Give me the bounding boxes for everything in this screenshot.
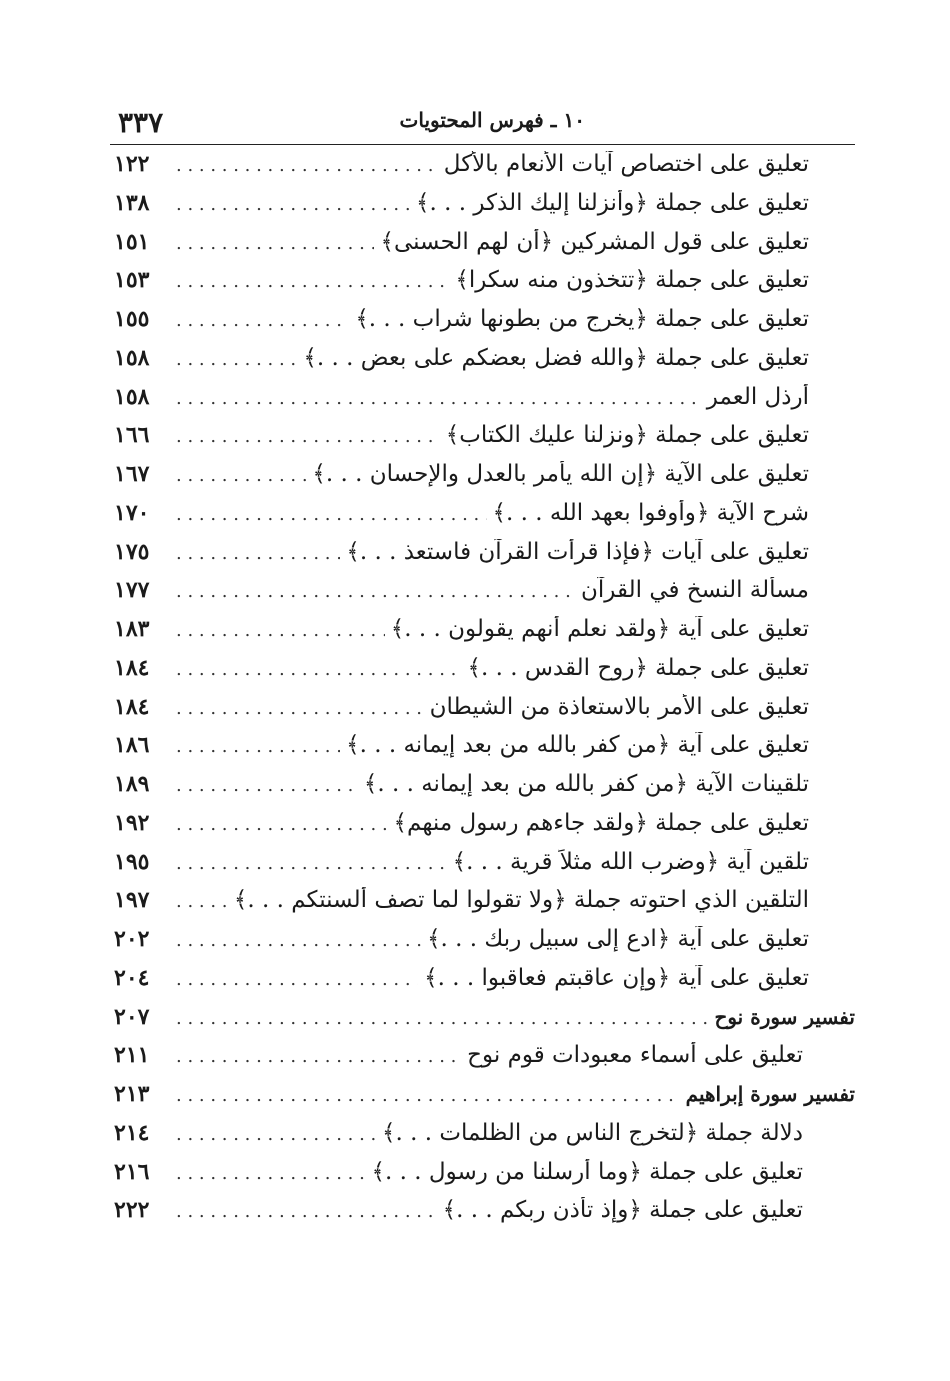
page-number: ٣٣٧ (118, 106, 164, 139)
toc-dot-leader (176, 853, 447, 874)
toc-entry-title: تعليق على الأمر بالاستعاذة من الشيطان (429, 693, 809, 720)
toc-entry-title: التلقين الذي احتوته جملة ﴿ولا تقولوا لما تصف ألسنتكم . . .﴾ (233, 887, 809, 914)
toc-entry-page: ٢١١ (114, 1042, 150, 1069)
toc-entry-page: ٢١٤ (114, 1119, 150, 1146)
toc-entry (110, 616, 855, 655)
toc-entry-page: ١٥٨ (114, 383, 150, 410)
toc-entry (110, 577, 855, 616)
toc-entry-page: ١٥٨ (114, 344, 150, 371)
toc-entry-page: ٢١٦ (114, 1158, 150, 1185)
toc-entry (110, 190, 855, 229)
toc-dot-leader (176, 930, 421, 951)
toc-entry-page: ٢٠٧ (114, 1003, 150, 1030)
toc-section-heading (110, 1004, 855, 1043)
toc-entry-page: ١٩٥ (114, 848, 150, 875)
toc-dot-leader (176, 1163, 366, 1184)
toc-section-heading (110, 1081, 855, 1120)
toc-entry-page: ١٥٣ (114, 267, 150, 294)
toc-dot-leader (176, 736, 340, 757)
toc-dot-leader (176, 814, 388, 835)
toc-entry-page: ١٥١ (114, 228, 150, 255)
page-header (110, 96, 855, 145)
toc-entry (110, 1120, 855, 1159)
toc-entry-title: تعليق على آية ﴿وإن عاقبتم فعاقبوا . . .﴾ (424, 964, 809, 991)
toc-entry (110, 151, 855, 190)
toc-entry-title: تعليق على جملة ﴿ونزلنا عليك الكتاب﴾ (445, 422, 809, 449)
toc-entry-page: ١٦٧ (114, 461, 150, 487)
toc-entry-page: ١٢٢ (114, 151, 150, 177)
toc-dot-leader (176, 310, 349, 331)
toc-entry (110, 655, 855, 694)
toc-entry-title: تعليق على جملة ﴿وإذ تأذن ربكم . . .﴾ (442, 1197, 803, 1224)
toc-entry-title: تعليق على الآية ﴿إن الله يأمر بالعدل والإحسان . . .﴾ (312, 461, 809, 487)
toc-dot-leader (176, 504, 487, 525)
toc-entry-page: ١٩٢ (114, 809, 150, 836)
toc-entry-title: تلقين آية ﴿وضرب الله مثلاً قرية . . .﴾ (452, 848, 809, 875)
toc-dot-leader (176, 620, 385, 641)
toc-entry (110, 1197, 855, 1236)
toc-entry-page: ١٧٠ (114, 499, 150, 526)
toc-entry (110, 539, 855, 578)
toc-dot-leader (176, 581, 575, 602)
toc-dot-leader (176, 1008, 708, 1029)
toc-entry (110, 345, 855, 384)
toc-entry-title: تعليق على جملة ﴿تتخذون منه سكرا﴾ (455, 267, 809, 294)
toc-entry-title: تعليق على اختصاص آيات الأنعام بالأكل (443, 151, 809, 177)
toc-dot-leader (176, 155, 438, 176)
toc-entry-page: ٢١٣ (114, 1081, 150, 1107)
toc-entry (110, 267, 855, 306)
toc-entry-title: تلقينات الآية ﴿من كفر بالله من بعد إيمانه . . .﴾ (363, 771, 809, 797)
toc-entry (110, 1159, 855, 1198)
toc-entry (110, 732, 855, 771)
running-head: ١٠ ـ فهرس المحتويات (399, 108, 585, 132)
toc-entry-page: ١٥٥ (114, 306, 150, 332)
toc-entry-title: تفسير سورة إبراهيم (685, 1082, 855, 1106)
toc-dot-leader (176, 465, 306, 486)
toc-entry-page: ١٩٧ (114, 887, 150, 914)
toc-entry-title: تفسير سورة نوح (714, 1004, 855, 1029)
table-of-contents (110, 151, 855, 1236)
toc-entry-page: ١٨٦ (114, 732, 150, 759)
toc-entry (110, 849, 855, 888)
toc-entry-title: تعليق على جملة ﴿روح القدس . . .﴾ (467, 654, 809, 681)
toc-dot-leader (176, 659, 461, 680)
toc-entry-page: ١٧٥ (114, 538, 150, 565)
toc-dot-leader (176, 775, 358, 796)
toc-entry-page: ١٨٩ (114, 771, 150, 797)
toc-dot-leader (176, 1201, 437, 1222)
toc-dot-leader (176, 271, 449, 292)
toc-entry-page: ١٨٤ (114, 654, 150, 681)
toc-entry-title: مسألة النسخ في القرآن (581, 577, 809, 604)
toc-entry (110, 384, 855, 423)
toc-dot-leader (176, 698, 424, 719)
toc-entry-page: ١٨٣ (114, 616, 150, 642)
toc-entry-title: تعليق على جملة ﴿وأنزلنا إليك الذكر . . .﴾ (416, 189, 809, 216)
toc-entry-page: ٢٠٢ (114, 926, 150, 952)
toc-dot-leader (176, 426, 440, 447)
toc-entry (110, 229, 855, 268)
toc-entry (110, 810, 855, 849)
toc-dot-leader (176, 233, 374, 254)
toc-entry (110, 926, 855, 965)
toc-entry (110, 887, 855, 926)
toc-entry-title: تعليق على آية ﴿ولقد نعلم أنهم يقولون . . .﴾ (390, 616, 809, 642)
toc-entry-title: دلالة جملة ﴿لتخرج الناس من الظلمات . . .﴾ (382, 1119, 803, 1146)
toc-dot-leader (176, 194, 410, 215)
toc-entry-page: ١٣٨ (114, 189, 150, 216)
toc-entry-title: تعليق على آية ﴿من كفر بالله من بعد إيمانه . . .﴾ (346, 732, 809, 759)
toc-entry-title: تعليق على آيات ﴿فإذا قرأت القرآن فاستعذ . . .﴾ (346, 538, 809, 565)
toc-entry (110, 422, 855, 461)
toc-entry (110, 694, 855, 733)
toc-entry (110, 965, 855, 1004)
toc-entry-page: ١٨٤ (114, 693, 150, 720)
toc-dot-leader (176, 969, 418, 990)
toc-entry-title: تعليق على آية ﴿ادع إلى سبيل ربك . . .﴾ (427, 926, 809, 952)
toc-entry (110, 500, 855, 539)
toc-entry-title: أرذل العمر (706, 383, 809, 410)
toc-entry-title: شرح الآية ﴿وأوفوا بعهد الله . . .﴾ (492, 499, 809, 526)
toc-entry (110, 306, 855, 345)
toc-entry-page: ٢٠٤ (114, 964, 150, 991)
toc-entry (110, 771, 855, 810)
toc-entry (110, 1042, 855, 1081)
toc-dot-leader (176, 543, 340, 564)
toc-dot-leader (176, 388, 701, 409)
toc-entry (110, 461, 855, 500)
toc-entry-title: تعليق على جملة ﴿ولقد جاءهم رسول منهم﴾ (393, 809, 809, 836)
toc-entry-page: ٢٢٢ (114, 1197, 150, 1224)
toc-entry-title: تعليق على قول المشركين ﴿أن لهم الحسنى﴾ (380, 228, 809, 255)
toc-entry-title: تعليق على أسماء معبودات قوم نوح (467, 1042, 803, 1069)
toc-dot-leader (176, 1124, 376, 1145)
toc-dot-leader (176, 891, 228, 912)
toc-dot-leader (176, 349, 297, 370)
toc-entry-title: تعليق على جملة ﴿يخرج من بطونها شراب . . .﴾ (355, 306, 809, 332)
toc-dot-leader (176, 1046, 461, 1067)
toc-entry-title: تعليق على جملة ﴿والله فضل بعضكم على بعض . . .﴾ (303, 344, 809, 371)
toc-entry-title: تعليق على جملة ﴿وما أرسلنا من رسول . . .﴾ (371, 1158, 803, 1185)
toc-entry-page: ١٧٧ (114, 577, 150, 604)
toc-dot-leader (176, 1085, 680, 1106)
toc-entry-page: ١٦٦ (114, 422, 150, 449)
